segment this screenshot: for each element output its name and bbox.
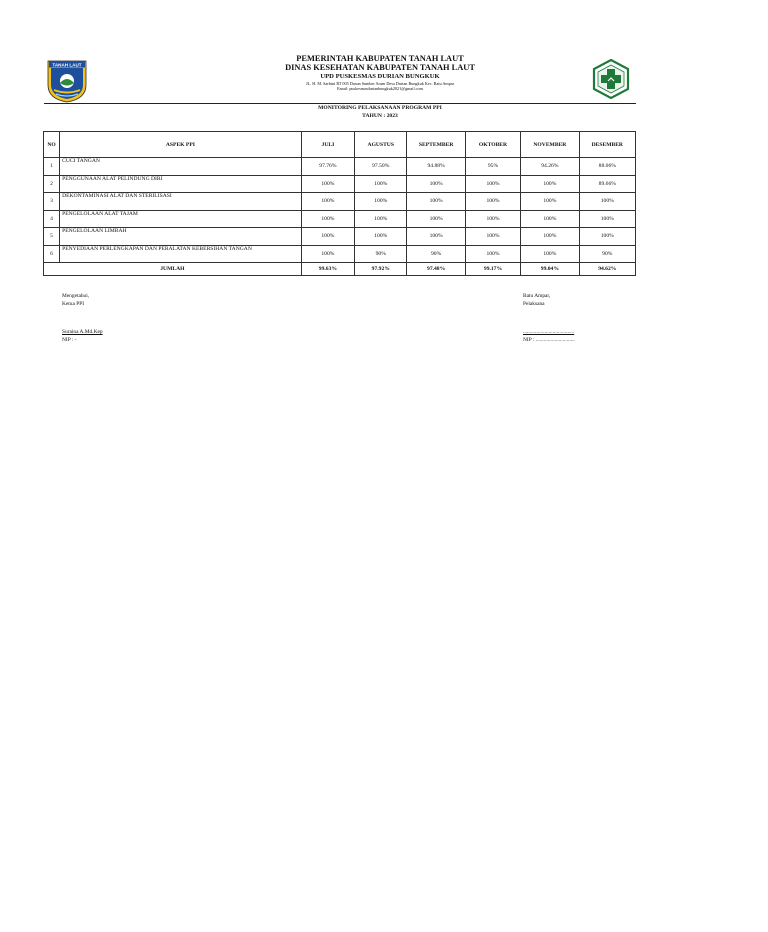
row-number: 5 bbox=[44, 228, 60, 246]
table-row bbox=[44, 158, 636, 176]
signature-right-name: ...................................... bbox=[523, 329, 575, 335]
value-cell: 100% bbox=[355, 210, 407, 228]
signature-left-block bbox=[62, 292, 89, 308]
value-cell: 95% bbox=[465, 158, 520, 176]
value-cell: 100% bbox=[465, 228, 520, 246]
value-cell: 100% bbox=[301, 193, 354, 211]
total-cell: 97.48% bbox=[407, 263, 465, 276]
ppi-monitoring-table bbox=[43, 131, 636, 276]
value-cell: 100% bbox=[465, 245, 520, 263]
aspek-cell: PENGELOLAAN LIMBAH bbox=[60, 228, 302, 246]
total-cell: 99.63% bbox=[301, 263, 354, 276]
value-cell: 88.06% bbox=[579, 158, 635, 176]
document-title: MONITORING PELAKSANAAN PROGRAM PPI bbox=[318, 105, 442, 111]
table-row bbox=[44, 210, 636, 228]
value-cell: 100% bbox=[407, 210, 465, 228]
column-header: NOVEMBER bbox=[521, 132, 579, 158]
signature-right-line1: Batu Ampar, bbox=[523, 293, 551, 299]
aspek-cell: PENYEDIAAN PERLENGKAPAN DAN PERALATAN KEBERSIHAN TANGAN bbox=[60, 245, 302, 263]
value-cell: 100% bbox=[407, 175, 465, 193]
value-cell: 100% bbox=[465, 193, 520, 211]
total-cell: 97.92% bbox=[355, 263, 407, 276]
aspek-cell: CUCI TANGAN bbox=[60, 158, 302, 176]
value-cell: 100% bbox=[301, 228, 354, 246]
row-number: 3 bbox=[44, 193, 60, 211]
total-label: JUMLAH bbox=[44, 263, 302, 276]
table-row bbox=[44, 193, 636, 211]
table-header-row bbox=[44, 132, 636, 158]
signature-right-name-block bbox=[523, 328, 575, 344]
value-cell: 90% bbox=[407, 245, 465, 263]
header-email: Email: puskesmasdurianbungkuk2021@gmail.com bbox=[337, 86, 423, 91]
value-cell: 100% bbox=[355, 193, 407, 211]
value-cell: 100% bbox=[521, 245, 579, 263]
value-cell: 100% bbox=[521, 210, 579, 228]
value-cell: 100% bbox=[407, 193, 465, 211]
value-cell: 100% bbox=[355, 228, 407, 246]
value-cell: 97.50% bbox=[355, 158, 407, 176]
value-cell: 94.26% bbox=[521, 158, 579, 176]
aspek-cell: DEKONTAMINASI ALAT DAN STERILISASI bbox=[60, 193, 302, 211]
column-header: NO bbox=[44, 132, 60, 158]
header-address: JL. H. M. Sarbini RT 005 Dusun Sumber Arum Desa Durian Bungkuk Kec. Batu Ampar bbox=[305, 81, 455, 86]
row-number: 4 bbox=[44, 210, 60, 228]
value-cell: 100% bbox=[301, 245, 354, 263]
value-cell: 100% bbox=[465, 175, 520, 193]
document-year: TAHUN : 2023 bbox=[362, 113, 398, 119]
table-total-row bbox=[44, 263, 636, 276]
value-cell: 100% bbox=[521, 193, 579, 211]
value-cell: 100% bbox=[579, 228, 635, 246]
column-header: DESEMBER bbox=[579, 132, 635, 158]
puskesmas-cross-icon bbox=[592, 59, 630, 99]
row-number: 2 bbox=[44, 175, 60, 193]
table-row bbox=[44, 228, 636, 246]
value-cell: 100% bbox=[301, 175, 354, 193]
signature-right-nip: NIP : ............................. bbox=[523, 337, 575, 343]
column-header: OKTOBER bbox=[465, 132, 520, 158]
table-row bbox=[44, 175, 636, 193]
emblem-text: TANAH LAUT bbox=[52, 62, 82, 68]
column-header: AGUSTUS bbox=[355, 132, 407, 158]
column-header: SEPTEMBER bbox=[407, 132, 465, 158]
value-cell: 100% bbox=[579, 193, 635, 211]
value-cell: 94.88% bbox=[407, 158, 465, 176]
value-cell: 100% bbox=[521, 228, 579, 246]
signature-left-name: Suraina A.Md.Kep bbox=[62, 329, 103, 335]
signature-left-role: Ketua PPI bbox=[62, 301, 85, 307]
total-cell: 99.17% bbox=[465, 263, 520, 276]
total-cell: 99.04% bbox=[521, 263, 579, 276]
signature-left-line1: Mengetahui, bbox=[62, 293, 90, 299]
value-cell: 90% bbox=[579, 245, 635, 263]
column-header: ASPEK PPI bbox=[60, 132, 302, 158]
value-cell: 89.66% bbox=[579, 175, 635, 193]
header-line-2: DINAS KESEHATAN KABUPATEN TANAH LAUT bbox=[285, 63, 475, 72]
value-cell: 100% bbox=[579, 210, 635, 228]
tanah-laut-emblem-icon bbox=[46, 59, 88, 103]
value-cell: 90% bbox=[355, 245, 407, 263]
signature-left-nip: NIP : - bbox=[62, 337, 77, 343]
signature-right-block bbox=[523, 292, 550, 308]
value-cell: 97.76% bbox=[301, 158, 354, 176]
value-cell: 100% bbox=[355, 175, 407, 193]
signature-right-role: Pelaksana bbox=[523, 301, 545, 307]
row-number: 1 bbox=[44, 158, 60, 176]
total-cell: 94.62% bbox=[579, 263, 635, 276]
header-line-3: UPD PUSKESMAS DURIAN BUNGKUK bbox=[320, 73, 440, 80]
aspek-cell: PENGELOLAAN ALAT TAJAM bbox=[60, 210, 302, 228]
header-divider bbox=[44, 103, 636, 104]
signature-left-name-block bbox=[62, 328, 103, 344]
row-number: 6 bbox=[44, 245, 60, 263]
table-row bbox=[44, 245, 636, 263]
value-cell: 100% bbox=[465, 210, 520, 228]
value-cell: 100% bbox=[521, 175, 579, 193]
header-line-1: PEMERINTAH KABUPATEN TANAH LAUT bbox=[296, 54, 464, 63]
aspek-cell: PENGGUNAAN ALAT PELINDUNG DIRI bbox=[60, 175, 302, 193]
column-header: JULI bbox=[301, 132, 354, 158]
value-cell: 100% bbox=[301, 210, 354, 228]
value-cell: 100% bbox=[407, 228, 465, 246]
